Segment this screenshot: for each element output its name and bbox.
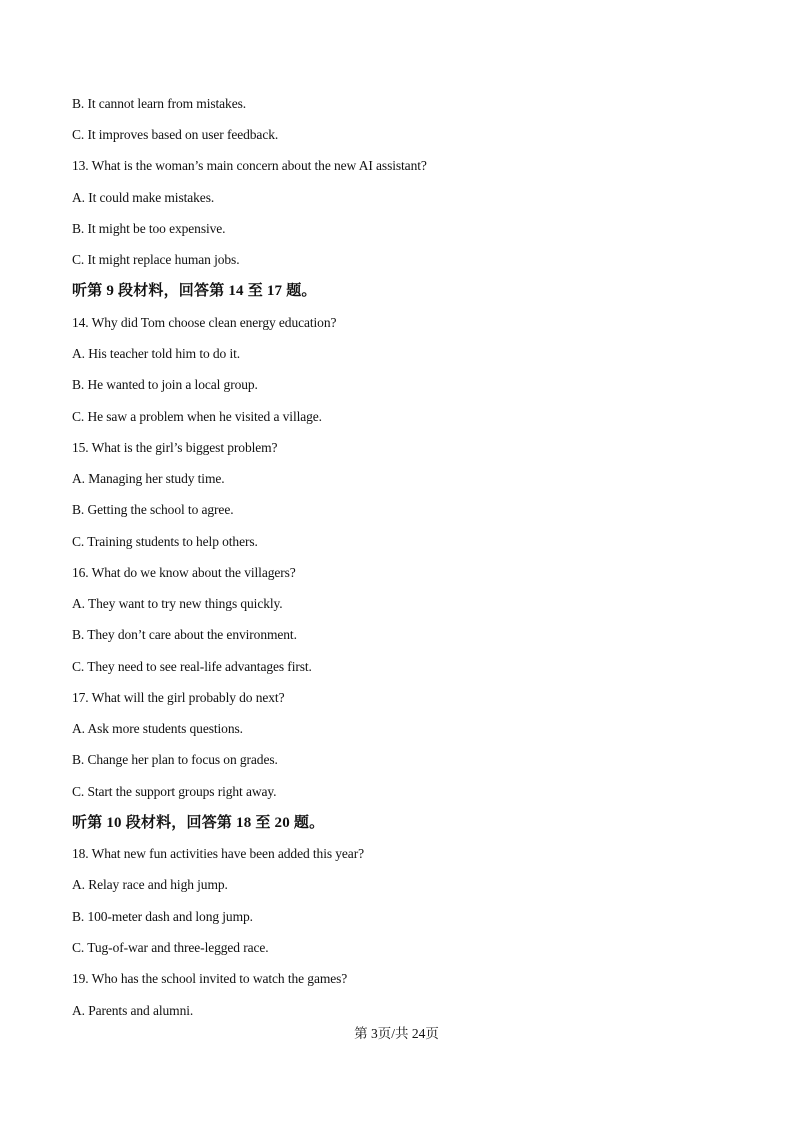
option-17-a: A. Ask more students questions.	[72, 721, 243, 736]
option-13-b: B. It might be too expensive.	[72, 221, 226, 236]
option-16-b: B. They don’t care about the environment.	[72, 627, 297, 642]
option-13-c: C. It might replace human jobs.	[72, 252, 240, 267]
option-14-a: A. His teacher told him to do it.	[72, 346, 241, 361]
question-13: 13. What is the woman’s main concern about the new AI assistant?	[72, 158, 427, 173]
question-16: 16. What do we know about the villagers?	[72, 565, 296, 580]
question-15: 15. What is the girl’s biggest problem?	[72, 440, 278, 455]
option-18-c: C. Tug-of-war and three-legged race.	[72, 940, 269, 955]
question-17: 17. What will the girl probably do next?	[72, 690, 285, 705]
option-13-a: A. It could make mistakes.	[72, 190, 215, 205]
option-18-a: A. Relay race and high jump.	[72, 877, 228, 892]
option-15-c: C. Training students to help others.	[72, 534, 258, 549]
page-number-footer: 第 3页/共 24页	[354, 1026, 439, 1041]
option-12-c: C. It improves based on user feedback.	[72, 127, 279, 142]
option-17-b: B. Change her plan to focus on grades.	[72, 752, 278, 767]
question-14: 14. Why did Tom choose clean energy education?	[72, 315, 337, 330]
option-16-a: A. They want to try new things quickly.	[72, 596, 283, 611]
section-heading-9: 听第 9 段材料，回答第 14 至 17 题。	[72, 283, 317, 299]
option-15-b: B. Getting the school to agree.	[72, 502, 234, 517]
option-14-b: B. He wanted to join a local group.	[72, 377, 258, 392]
option-15-a: A. Managing her study time.	[72, 471, 225, 486]
option-16-c: C. They need to see real-life advantages first.	[72, 659, 312, 674]
option-19-a: A. Parents and alumni.	[72, 1003, 194, 1018]
question-19: 19. Who has the school invited to watch the games?	[72, 971, 348, 986]
option-12-b: B. It cannot learn from mistakes.	[72, 96, 247, 111]
option-18-b: B. 100-meter dash and long jump.	[72, 909, 253, 924]
section-heading-10: 听第 10 段材料，回答第 18 至 20 题。	[72, 815, 325, 831]
question-18: 18. What new fun activities have been added this year?	[72, 846, 364, 861]
option-14-c: C. He saw a problem when he visited a village.	[72, 409, 322, 424]
option-17-c: C. Start the support groups right away.	[72, 784, 277, 799]
